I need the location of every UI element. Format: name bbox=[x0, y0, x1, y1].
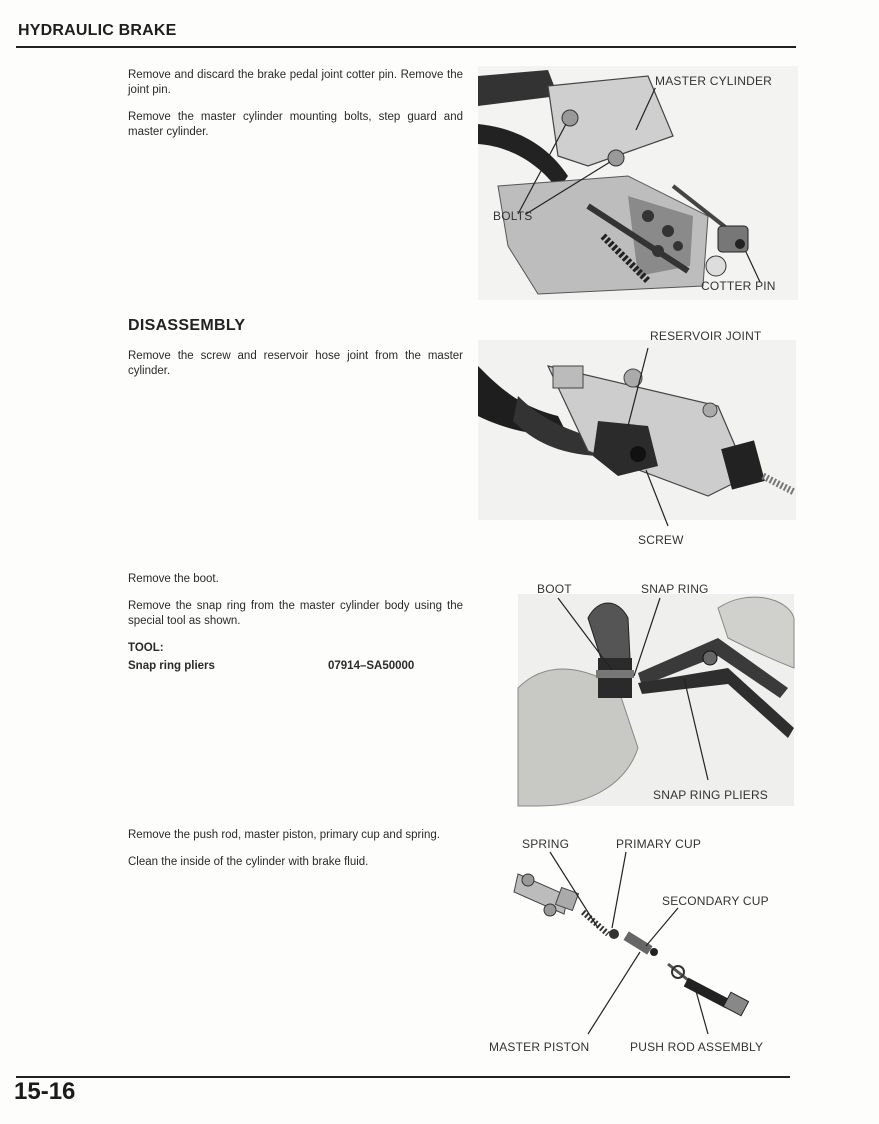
secondary-cup-callout: SECONDARY CUP bbox=[662, 894, 769, 908]
disassembly-heading: DISASSEMBLY bbox=[128, 317, 246, 334]
piston-section bbox=[128, 828, 463, 882]
tool-heading: TOOL: bbox=[128, 642, 164, 654]
piston-step-1: Remove the push rod, master piston, primary cup and spring. bbox=[128, 829, 440, 841]
spring-callout: SPRING bbox=[522, 837, 570, 851]
exploded-parts-figure bbox=[488, 834, 788, 1060]
cotter-pin-callout: COTTER PIN bbox=[701, 279, 776, 293]
primary-cup-callout: PRIMARY CUP bbox=[616, 837, 702, 851]
master-piston-callout: MASTER PISTON bbox=[489, 1040, 590, 1054]
removal-step-2: Remove the master cylinder mounting bolts, step guard and master cylinder. bbox=[128, 111, 463, 138]
reservoir-joint-callout: RESERVOIR JOINT bbox=[650, 329, 762, 343]
bolts-callout: BOLTS bbox=[493, 209, 533, 223]
master-cylinder-callout: MASTER CYLINDER bbox=[655, 74, 773, 88]
disassembly-step-1: Remove the screw and reservoir hose joint from the master cylinder. bbox=[128, 350, 463, 377]
piston-step-2: Clean the inside of the cylinder with brake fluid. bbox=[128, 856, 369, 868]
boot-section bbox=[128, 572, 463, 674]
exploded-parts-illustration bbox=[488, 834, 788, 1060]
master-cylinder-removal-figure bbox=[478, 66, 798, 300]
master-cylinder-illustration bbox=[478, 66, 798, 300]
snap-ring-figure bbox=[518, 578, 794, 806]
removal-step-1: Remove and discard the brake pedal joint cotter pin. Remove the joint pin. bbox=[128, 69, 463, 96]
reservoir-joint-illustration bbox=[478, 326, 796, 556]
boot-callout: BOOT bbox=[537, 582, 572, 596]
tool-number: 07914–SA50000 bbox=[328, 660, 415, 672]
snap-ring-pliers-callout: SNAP RING PLIERS bbox=[653, 788, 769, 802]
tool-row bbox=[128, 659, 463, 674]
page-number: 15-16 bbox=[14, 1078, 76, 1105]
reservoir-joint-figure bbox=[478, 326, 796, 556]
snap-ring-illustration bbox=[518, 578, 794, 806]
boot-step-2: Remove the snap ring from the master cylinder body using the special tool as shown. bbox=[128, 600, 463, 627]
push-rod-assembly-callout: PUSH ROD ASSEMBLY bbox=[630, 1040, 764, 1054]
screw-callout: SCREW bbox=[638, 533, 684, 547]
removal-section bbox=[128, 68, 463, 152]
boot-step-1: Remove the boot. bbox=[128, 573, 219, 585]
snap-ring-callout: SNAP RING bbox=[641, 582, 709, 596]
header-rule bbox=[16, 46, 796, 48]
tool-name: Snap ring pliers bbox=[128, 660, 215, 672]
footer-rule bbox=[16, 1076, 790, 1078]
page-header-title: HYDRAULIC BRAKE bbox=[18, 22, 177, 39]
disassembly-section bbox=[128, 318, 463, 391]
